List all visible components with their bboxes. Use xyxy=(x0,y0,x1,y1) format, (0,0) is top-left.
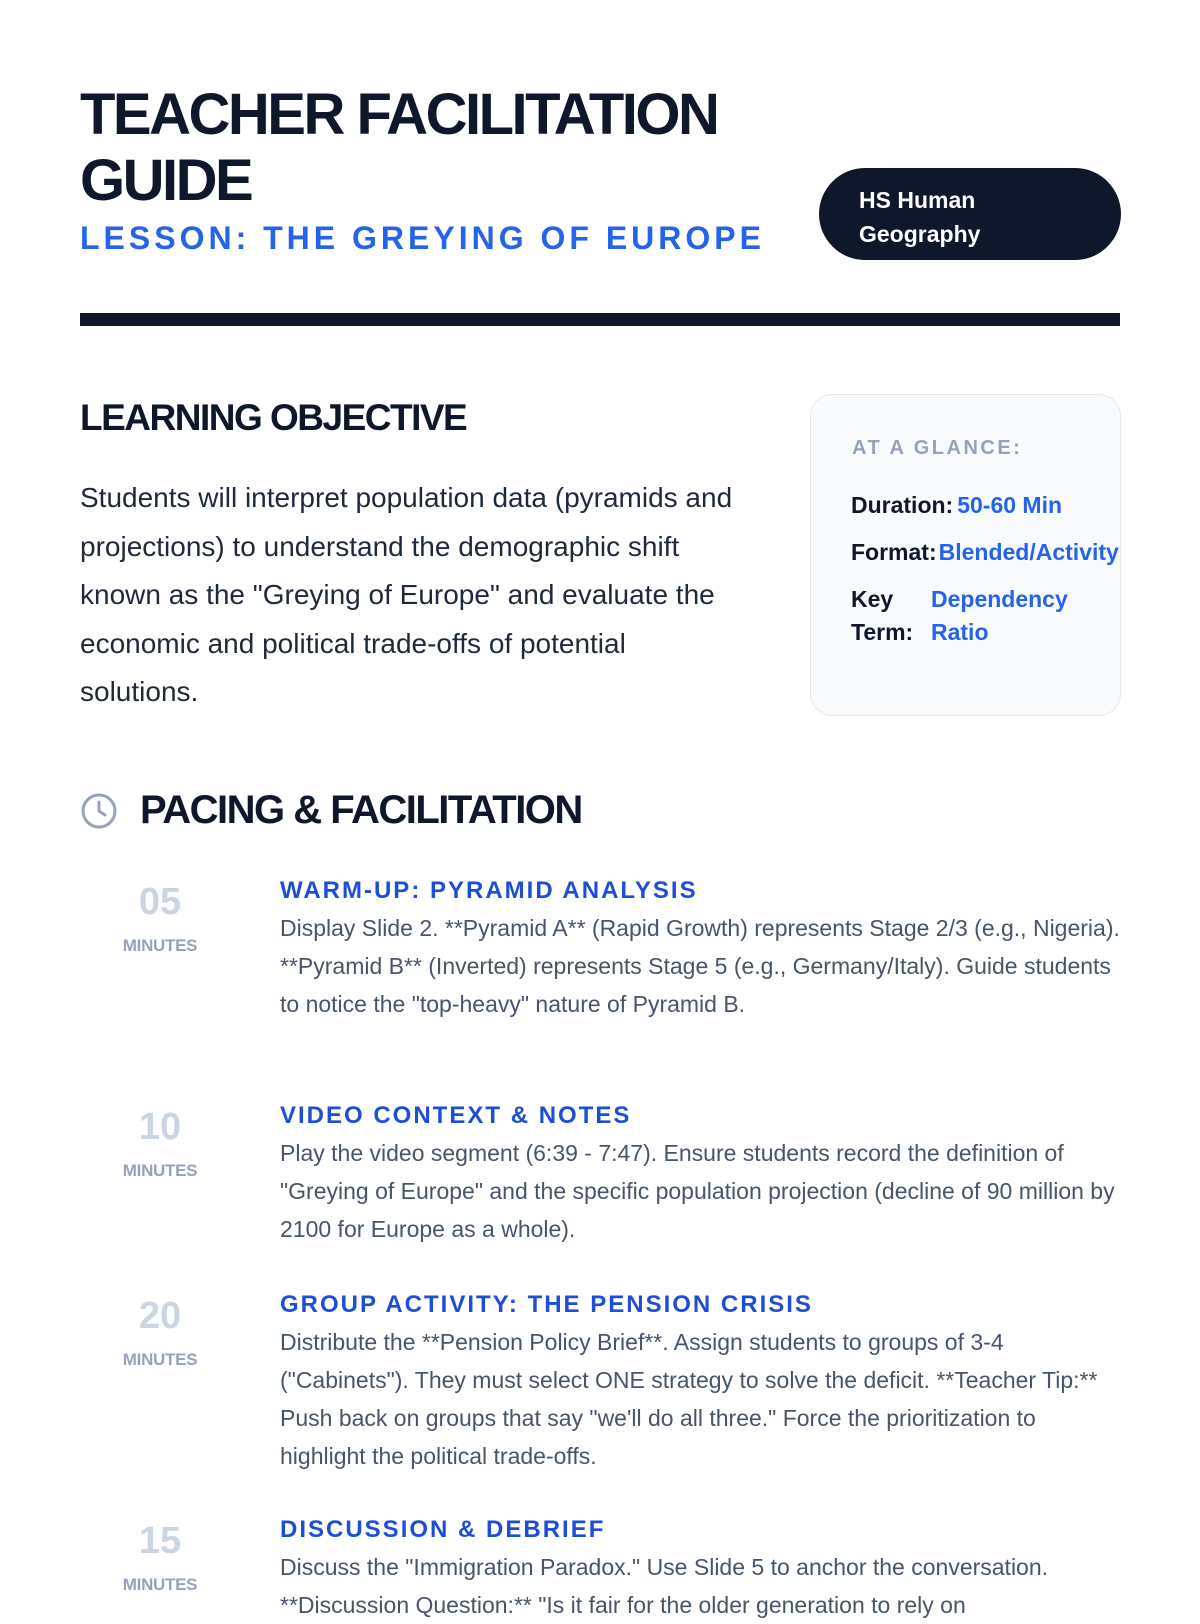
glance-row-duration xyxy=(851,489,1062,522)
glance-row-format xyxy=(851,536,1119,569)
glance-label: Format: xyxy=(851,539,937,565)
clock-icon xyxy=(80,792,118,830)
step-title: WARM-UP: PYRAMID ANALYSIS xyxy=(280,877,698,904)
page-title: TEACHER FACILITATION GUIDE xyxy=(80,82,718,213)
step-description: Distribute the **Pension Policy Brief**. Assign students to groups of 3-4 ("Cabinets"). They must select ONE strategy to solve the deficit. **Teacher Tip:** Push back on groups that say "we'll do all three." Force the prioritization to highlight the political trade-offs. xyxy=(280,1329,1098,1469)
glance-label: Duration: xyxy=(851,492,954,518)
course-badge: HS Human Geography xyxy=(819,168,1121,260)
step-title: DISCUSSION & DEBRIEF xyxy=(280,1516,606,1543)
step-minutes-unit: MINUTES xyxy=(122,1161,198,1180)
step-minutes-unit: MINUTES xyxy=(122,1575,198,1594)
step-description: Play the video segment (6:39 - 7:47). Ensure students record the definition of "Greying of Europe" and the specific population projection (decline of 90 million by 2100 for Europe as a whole). xyxy=(280,1140,1115,1242)
step-minutes: 05 xyxy=(138,881,182,923)
at-a-glance-heading: AT A GLANCE: xyxy=(852,437,1023,459)
step-description: Display Slide 2. **Pyramid A** (Rapid Growth) represents Stage 2/3 (e.g., Nigeria). **Pyramid B** (Inverted) represents Stage 5 (e.g., Germany/Italy). Guide students to notice the "top-heavy" nature of Pyramid B. xyxy=(280,915,1120,1017)
step-minutes: 20 xyxy=(138,1295,182,1337)
header-divider xyxy=(80,313,1120,326)
glance-value: Dependency Ratio xyxy=(931,586,1068,645)
glance-value: 50-60 Min xyxy=(957,492,1063,518)
objective-text: Students will interpret population data (pyramids and projections) to understand the demographic shift known as the "Greying of Europe" and evaluate the economic and political trade-offs of potential solutions. xyxy=(80,482,733,707)
objective-heading: LEARNING OBJECTIVE xyxy=(80,397,467,438)
guide-page xyxy=(80,0,1120,1618)
step-minutes: 10 xyxy=(138,1106,182,1148)
step-minutes-unit: MINUTES xyxy=(122,936,198,955)
glance-value: Blended/Activity xyxy=(938,539,1119,565)
step-description: Discuss the "Immigration Paradox." Use Slide 5 to anchor the conversation. **Discussion Question:** "Is it fair for the older generation to rely on xyxy=(280,1554,1049,1618)
glance-row-key-term xyxy=(851,583,1091,649)
step-minutes-unit: MINUTES xyxy=(122,1350,198,1369)
step-minutes: 15 xyxy=(138,1520,182,1562)
step-title: GROUP ACTIVITY: THE PENSION CRISIS xyxy=(280,1291,813,1318)
step-title: VIDEO CONTEXT & NOTES xyxy=(280,1102,632,1129)
pacing-heading: PACING & FACILITATION xyxy=(140,788,582,832)
lesson-subtitle: LESSON: THE GREYING OF EUROPE xyxy=(80,220,765,256)
glance-label: Key Term: xyxy=(851,586,914,645)
